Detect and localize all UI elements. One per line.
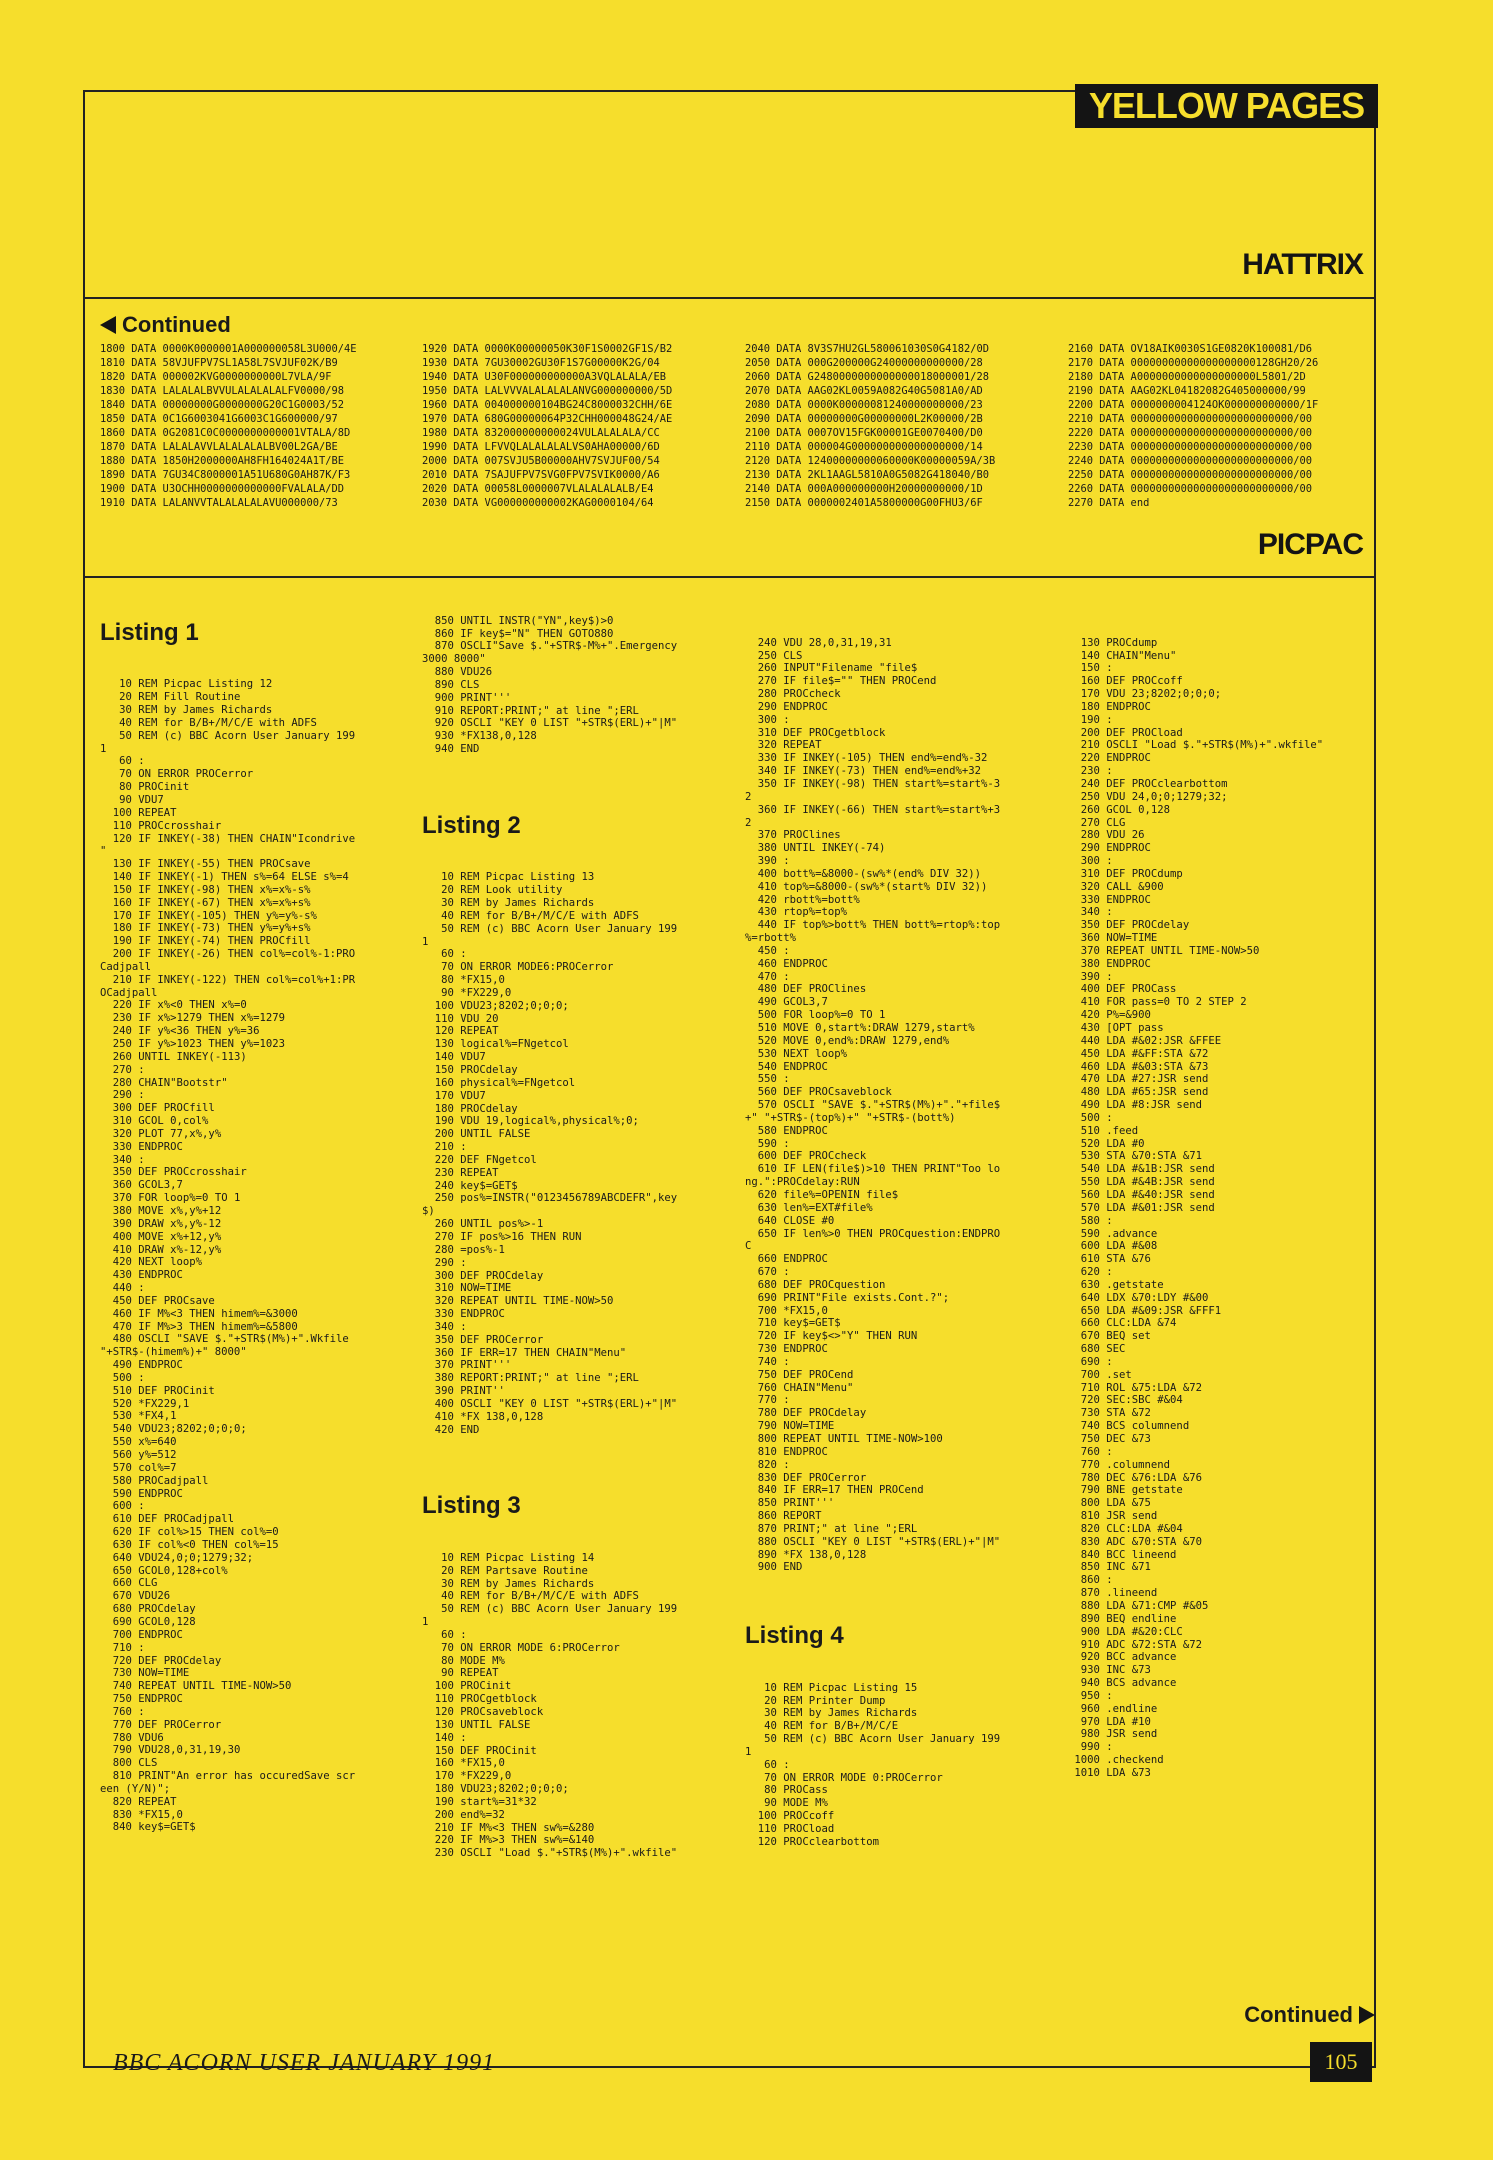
continued-top-text: Continued — [122, 312, 231, 337]
section-title-picpac: PICPAC — [1257, 528, 1363, 561]
listing-4-code-continued: 130 PROCdump 140 CHAIN"Menu" 150 : 160 DEF PROCcoff 170 VDU 23;8202;0;0;0; 180 ENDPROC 190 : 200 DEF PROCload 210 OSCLI "Load $."+STR$(M%)+".wkfile" 220 ENDPROC 230 : 240 DEF PROCclearbottom 250 VDU 24,0;0;1279;32; 260 GCOL 0,128 270 CLG 280 VDU 26 290 ENDPROC 300 : 310 DEF PROCdump 320 CALL &900 330 ENDPROC 340 : 350 DEF PROCdelay 360 NOW=TIME 370 REPEAT UNTIL TIME-NOW>50 380 ENDPROC 390 : 400 DEF PROCass 410 FOR pass=0 TO 2 STEP 2 420 P%=&900 430 [OPT pass 440 LDA #&02:JSR &FFEE 450 LDA #&FF:STA &72 460 LDA #&03:STA &73 470 LDA #27:JSR send 480 LDA #65:JSR send 490 LDA #8:JSR send 500 : 510 .feed 520 LDA #0 530 STA &70:STA &71 540 LDA #&1B:JSR send 550 LDA #&4B:JSR send 560 LDA #&40:JSR send 570 LDA #&01:JSR send 580 : 590 .advance 600 LDA #&08 610 STA &76 620 : 630 .getstate 640 LDX &70:LDY #&00 650 LDA #&09:JSR &FFF1 660 CLC:LDA &74 670 BEQ set 680 SEC 690 : 700 .set 710 ROL &75:LDA &72 720 SEC:SBC #&04 730 STA &72 740 BCS columnend 750 DEC &73 760 : 770 .columnend 780 DEC &76:LDA &76 790 BNE getstate 800 LDA &75 810 JSR send 820 CLC:LDA #&04 830 ADC &70:STA &70 840 BCC lineend 850 INC &71 860 : 870 .lineend 880 LDA &71:CMP #&05 890 BEQ endline 900 LDA #&20:CLC 910 ADC &72:STA &72 920 BCC advance 930 INC &73 940 BCS advance 950 : 960 .endline 970 LDA #10 980 JSR send 990 : 1000 .checkend 1010 LDA &73 — [1074, 636, 1324, 1779]
top-blank-box — [85, 128, 1375, 295]
data-column-1: 1800 DATA 0000K0000001A000000058L3U000/4E 1810 DATA 58VJUFPV7SL1A58L7SVJUF02K/B9 1820 DATA 000002KVG0000000000L7VLA/9F 1830 DATA LALALALBVVULALALALALFV0000/98 1840 DATA 00000000G0000000G20C1G0003/52 1850 DATA 0C1G6003041G6003C1G600000/97 1860 DATA 0G2081C0C0000000000001VTALA/8D 1870 DATA LALALAVVLALALALALBV00L2GA/BE 1880 DATA 1850H2000000AH8FH164024A1T/BE 1890 DATA 7GU34C8000001A51U680G0AH87K/F3 1900 DATA U3OCHH0000000000000FVALALA/DD 1910 DATA LALANVVTALALALALAVU000000/73 — [100, 343, 357, 509]
listing-4-title: Listing 4 — [745, 1621, 844, 1649]
data-column-3: 2040 DATA 8V3S7HU2GL580061030S0G4182/0D 2050 DATA 000G200000G24000000000000/28 2060 DATA G2480000000000000018000001/28 2070 DATA AAG02KL0059A082G40G5081A0/AD 2080 DATA 0000K00000081240000000000/23 2090 DATA 00000000G00000000L2K00000/2B 2100 DATA 0007OV15FGK00001GE0070400/D0 2110 DATA 000004G000000000000000000/14 2120 DATA 12400000000060000K00000059A/3B 2130 DATA 2KL1AAGL5810A0G5082G418040/B0 2140 DATA 000A000000000H20000000000/1D 2150 DATA 0000002401A5800000G00FHU3/6F — [745, 343, 996, 509]
yellow-pages-banner: YELLOW PAGES — [1075, 84, 1378, 128]
listing-2-title: Listing 2 — [422, 811, 521, 839]
section-title-hattrix: HATTRIX — [1242, 248, 1363, 281]
code-column-2 — [422, 585, 740, 2005]
divider-top — [85, 297, 1375, 299]
listing-3-code: 10 REM Picpac Listing 14 20 REM Partsave Routine 30 REM by James Richards 40 REM for B/B+/M/C/E with ADFS 50 REM (c) BBC Acorn User January 199 1 60 : 70 ON ERROR MODE 6:PROCerror 80 MODE M% 90 REPEAT 100 PROCinit 110 PROCgetblock 120 PROCsaveblock 130 UNTIL FALSE 140 : 150 DEF PROCinit 160 *FX15,0 170 *FX229,0 180 VDU23;8202;0;0;0; 190 start%=31*32 200 end%=32 210 IF M%<3 THEN sw%=&280 220 IF M%>3 THEN sw%=&140 230 OSCLI "Load $."+STR$(M%)+".wkfile" — [422, 1551, 678, 1860]
code-column-3 — [745, 585, 1063, 2005]
listing-3-title: Listing 3 — [422, 1492, 521, 1520]
continued-next-label — [1244, 2002, 1375, 2028]
listing-1-title: Listing 1 — [100, 618, 199, 646]
code-column-1 — [100, 585, 418, 2005]
continued-bottom-text: Continued — [1244, 2002, 1353, 2027]
footer-publication: BBC ACORN USER JANUARY 1991 — [113, 2050, 496, 2076]
data-column-4: 2160 DATA OV18AIK0030S1GE0820K100081/D6 2170 DATA 00000000000000000000128GH20/26 2180 DATA A0000000000000000000L5801/2D 2190 DATA AAG02KL04182082G405000000/99 2200 DATA 0000000004124OK000000000000/1F 2210 DATA 00000000000000000000000000/00 2220 DATA 00000000000000000000000000/00 2230 DATA 00000000000000000000000000/00 2240 DATA 00000000000000000000000000/00 2250 DATA 00000000000000000000000000/00 2260 DATA 00000000000000000000000000/00 2270 DATA end — [1068, 343, 1319, 509]
listing-2-code: 10 REM Picpac Listing 13 20 REM Look utility 30 REM by James Richards 40 REM for B/B+/M/C/E with ADFS 50 REM (c) BBC Acorn User January 199 1 60 : 70 ON ERROR MODE6:PROCerror 80 *FX15,0 90 *FX229,0 100 VDU23;8202;0;0;0; 110 VDU 20 120 REPEAT 130 logical%=FNgetcol 140 VDU7 150 PROCdelay 160 physical%=FNgetcol 170 VDU7 180 PROCdelay 190 VDU 19,logical%,physical%;0; 200 UNTIL FALSE 210 : 220 DEF FNgetcol 230 REPEAT 240 key$=GET$ 250 pos%=INSTR("0123456789ABCDEFR",key $) 260 UNTIL pos%>-1 270 IF pos%>16 THEN RUN 280 =pos%-1 290 : 300 DEF PROCdelay 310 NOW=TIME 320 REPEAT UNTIL TIME-NOW>50 330 ENDPROC 340 : 350 DEF PROCerror 360 IF ERR=17 THEN CHAIN"Menu" 370 PRINT''' 380 REPORT:PRINT;" at line ";ERL 390 PRINT'' 400 OSCLI "KEY 0 LIST "+STR$(ERL)+"|M" 410 *FX 138,0,128 420 END — [422, 871, 678, 1436]
listing-1-code: 10 REM Picpac Listing 12 20 REM Fill Routine 30 REM by James Richards 40 REM for B/B+/M/C/E with ADFS 50 REM (c) BBC Acorn User January 199 1 60 : 70 ON ERROR PROCerror 80 PROCinit 90 VDU7 100 REPEAT 110 PROCcrosshair 120 IF INKEY(-38) THEN CHAIN"Icondrive " 130 IF INKEY(-55) THEN PROCsave 140 IF INKEY(-1) THEN s%=64 ELSE s%=4 150 IF INKEY(-98) THEN x%=x%-s% 160 IF INKEY(-67) THEN x%=x%+s% 170 IF INKEY(-105) THEN y%=y%-s% 180 IF INKEY(-73) THEN y%=y%+s% 190 IF INKEY(-74) THEN PROCfill 200 IF INKEY(-26) THEN col%=col%-1:PRO Cadjpall 210 IF INKEY(-122) THEN col%=col%+1:PR OCadjpall 220 IF x%<0 THEN x%=0 230 IF x%>1279 THEN x%=1279 240 IF y%<36 THEN y%=36 250 IF y%>1023 THEN y%=1023 260 UNTIL INKEY(-113) 270 : 280 CHAIN"Bootstr" 290 : 300 DEF PROCfill 310 GCOL 0,col% 320 PLOT 77,x%,y% 330 ENDPROC 340 : 350 DEF PROCcrosshair 360 GCOL3,7 370 FOR loop%=0 TO 1 380 MOVE x%,y%+12 390 DRAW x%,y%-12 400 MOVE x%+12,y% 410 DRAW x%-12,y% 420 NEXT loop% 430 ENDPROC 440 : 450 DEF PROCsave 460 IF M%<3 THEN himem%=&3000 470 IF M%>3 THEN himem%=&5800 480 OSCLI "SAVE $."+STR$(M%)+".Wkfile "+STR$-(himem%)+" 8000" 490 ENDPROC 500 : 510 DEF PROCinit 520 *FX229,1 530 *FX4,1 540 VDU23;8202;0;0;0; 550 x%=640 560 y%=512 570 col%=7 580 PROCadjpall 590 ENDPROC 600 : 610 DEF PROCadjpall 620 IF col%>15 THEN col%=0 630 IF col%<0 THEN col%=15 640 VDU24,0;0;1279;32; 650 GCOL0,128+col% 660 CLG 670 VDU26 680 PROCdelay 690 GCOL0,128 700 ENDPROC 710 : 720 DEF PROCdelay 730 NOW=TIME 740 REPEAT UNTIL TIME-NOW>50 750 ENDPROC 760 : 770 DEF PROCerror 780 VDU6 790 VDU28,0,31,19,30 800 CLS 810 PRINT"An error has occuredSave scr een (Y/N)"; 820 REPEAT 830 *FX15,0 840 key$=GET$ — [100, 678, 356, 1834]
listing-1-code-continued: 850 UNTIL INSTR("YN",key$)>0 860 IF key$="N" THEN GOTO880 870 OSCLI"Save $."+STR$-M%+".Emergency 3000 8000" 880 VDU26 890 CLS 900 PRINT''' 910 REPORT:PRINT;" at line ";ERL 920 OSCLI "KEY 0 LIST "+STR$(ERL)+"|M" 930 *FX138,0,128 940 END — [422, 614, 678, 756]
continued-from-label — [100, 312, 231, 338]
listing-4-code: 10 REM Picpac Listing 15 20 REM Printer Dump 30 REM by James Richards 40 REM for B/B+/M/C/E 50 REM (c) BBC Acorn User January 199 1 60 : 70 ON ERROR MODE 0:PROCerror 80 PROCass 90 MODE M% 100 PROCcoff 110 PROCload 120 PROCclearbottom — [745, 1681, 1001, 1848]
listing-3-code-continued: 240 VDU 28,0,31,19,31 250 CLS 260 INPUT"Filename "file$ 270 IF file$="" THEN PROCend 280 PROCcheck 290 ENDPROC 300 : 310 DEF PROCgetblock 320 REPEAT 330 IF INKEY(-105) THEN end%=end%-32 340 IF INKEY(-73) THEN end%=end%+32 350 IF INKEY(-98) THEN start%=start%-3 2 360 IF INKEY(-66) THEN start%=start%+3 2 370 PROClines 380 UNTIL INKEY(-74) 390 : 400 bott%=&8000-(sw%*(end% DIV 32)) 410 top%=&8000-(sw%*(start% DIV 32)) 420 rbott%=bott% 430 rtop%=top% 440 IF top%>bott% THEN bott%=rtop%:top %=rbott% 450 : 460 ENDPROC 470 : 480 DEF PROClines 490 GCOL3,7 500 FOR loop%=0 TO 1 510 MOVE 0,start%:DRAW 1279,start% 520 MOVE 0,end%:DRAW 1279,end% 530 NEXT loop% 540 ENDPROC 550 : 560 DEF PROCsaveblock 570 OSCLI "SAVE $."+STR$(M%)+"."+file$ +" "+STR$-(top%)+" "+STR$-(bott%) 580 ENDPROC 590 : 600 DEF PROCcheck 610 IF LEN(file$)>10 THEN PRINT"Too lo ng.":PROCdelay:RUN 620 file%=OPENIN file$ 630 len%=EXT#file% 640 CLOSE #0 650 IF len%>0 THEN PROCquestion:ENDPRO C 660 ENDPROC 670 : 680 DEF PROCquestion 690 PRINT"File exists.Cont.?"; 700 *FX15,0 710 key$=GET$ 720 IF key$<>"Y" THEN RUN 730 ENDPROC 740 : 750 DEF PROCend 760 CHAIN"Menu" 770 : 780 DEF PROCdelay 790 NOW=TIME 800 REPEAT UNTIL TIME-NOW>100 810 ENDPROC 820 : 830 DEF PROCerror 840 IF ERR=17 THEN PROCend 850 PRINT''' 860 REPORT 870 PRINT;" at line ";ERL 880 OSCLI "KEY 0 LIST "+STR$(ERL)+"|M" 890 *FX 138,0,128 900 END — [745, 636, 1001, 1574]
page-number: 105 — [1310, 2042, 1372, 2082]
arrow-left-icon — [100, 316, 116, 334]
code-column-4 — [1068, 585, 1386, 2005]
data-column-2: 1920 DATA 0000K00000050K30F1S0002GF1S/B2 1930 DATA 7GU30002GU30F1S7G00000K2G/04 1940 DATA U30F000000000000A3VQLALALA/EB 1950 DATA LALVVVALALALALANVG000000000/5D 1960 DATA 004000000104BG24C8000032CHH/6E 1970 DATA 680G00000064P32CHH000048G24/AE 1980 DATA 832000000000024VULALALALA/CC 1990 DATA LFVVQLALALALALVS0AHA00000/6D 2000 DATA 007SVJU5B00000AHV7SVJUF00/54 2010 DATA 7SAJUFPV7SVG0FPV7SVIK0000/A6 2020 DATA 00058L0000007VLALALALALB/E4 2030 DATA VG000000000002KAG0000104/64 — [422, 343, 673, 509]
arrow-right-icon — [1359, 2006, 1375, 2024]
divider-middle — [85, 576, 1375, 578]
